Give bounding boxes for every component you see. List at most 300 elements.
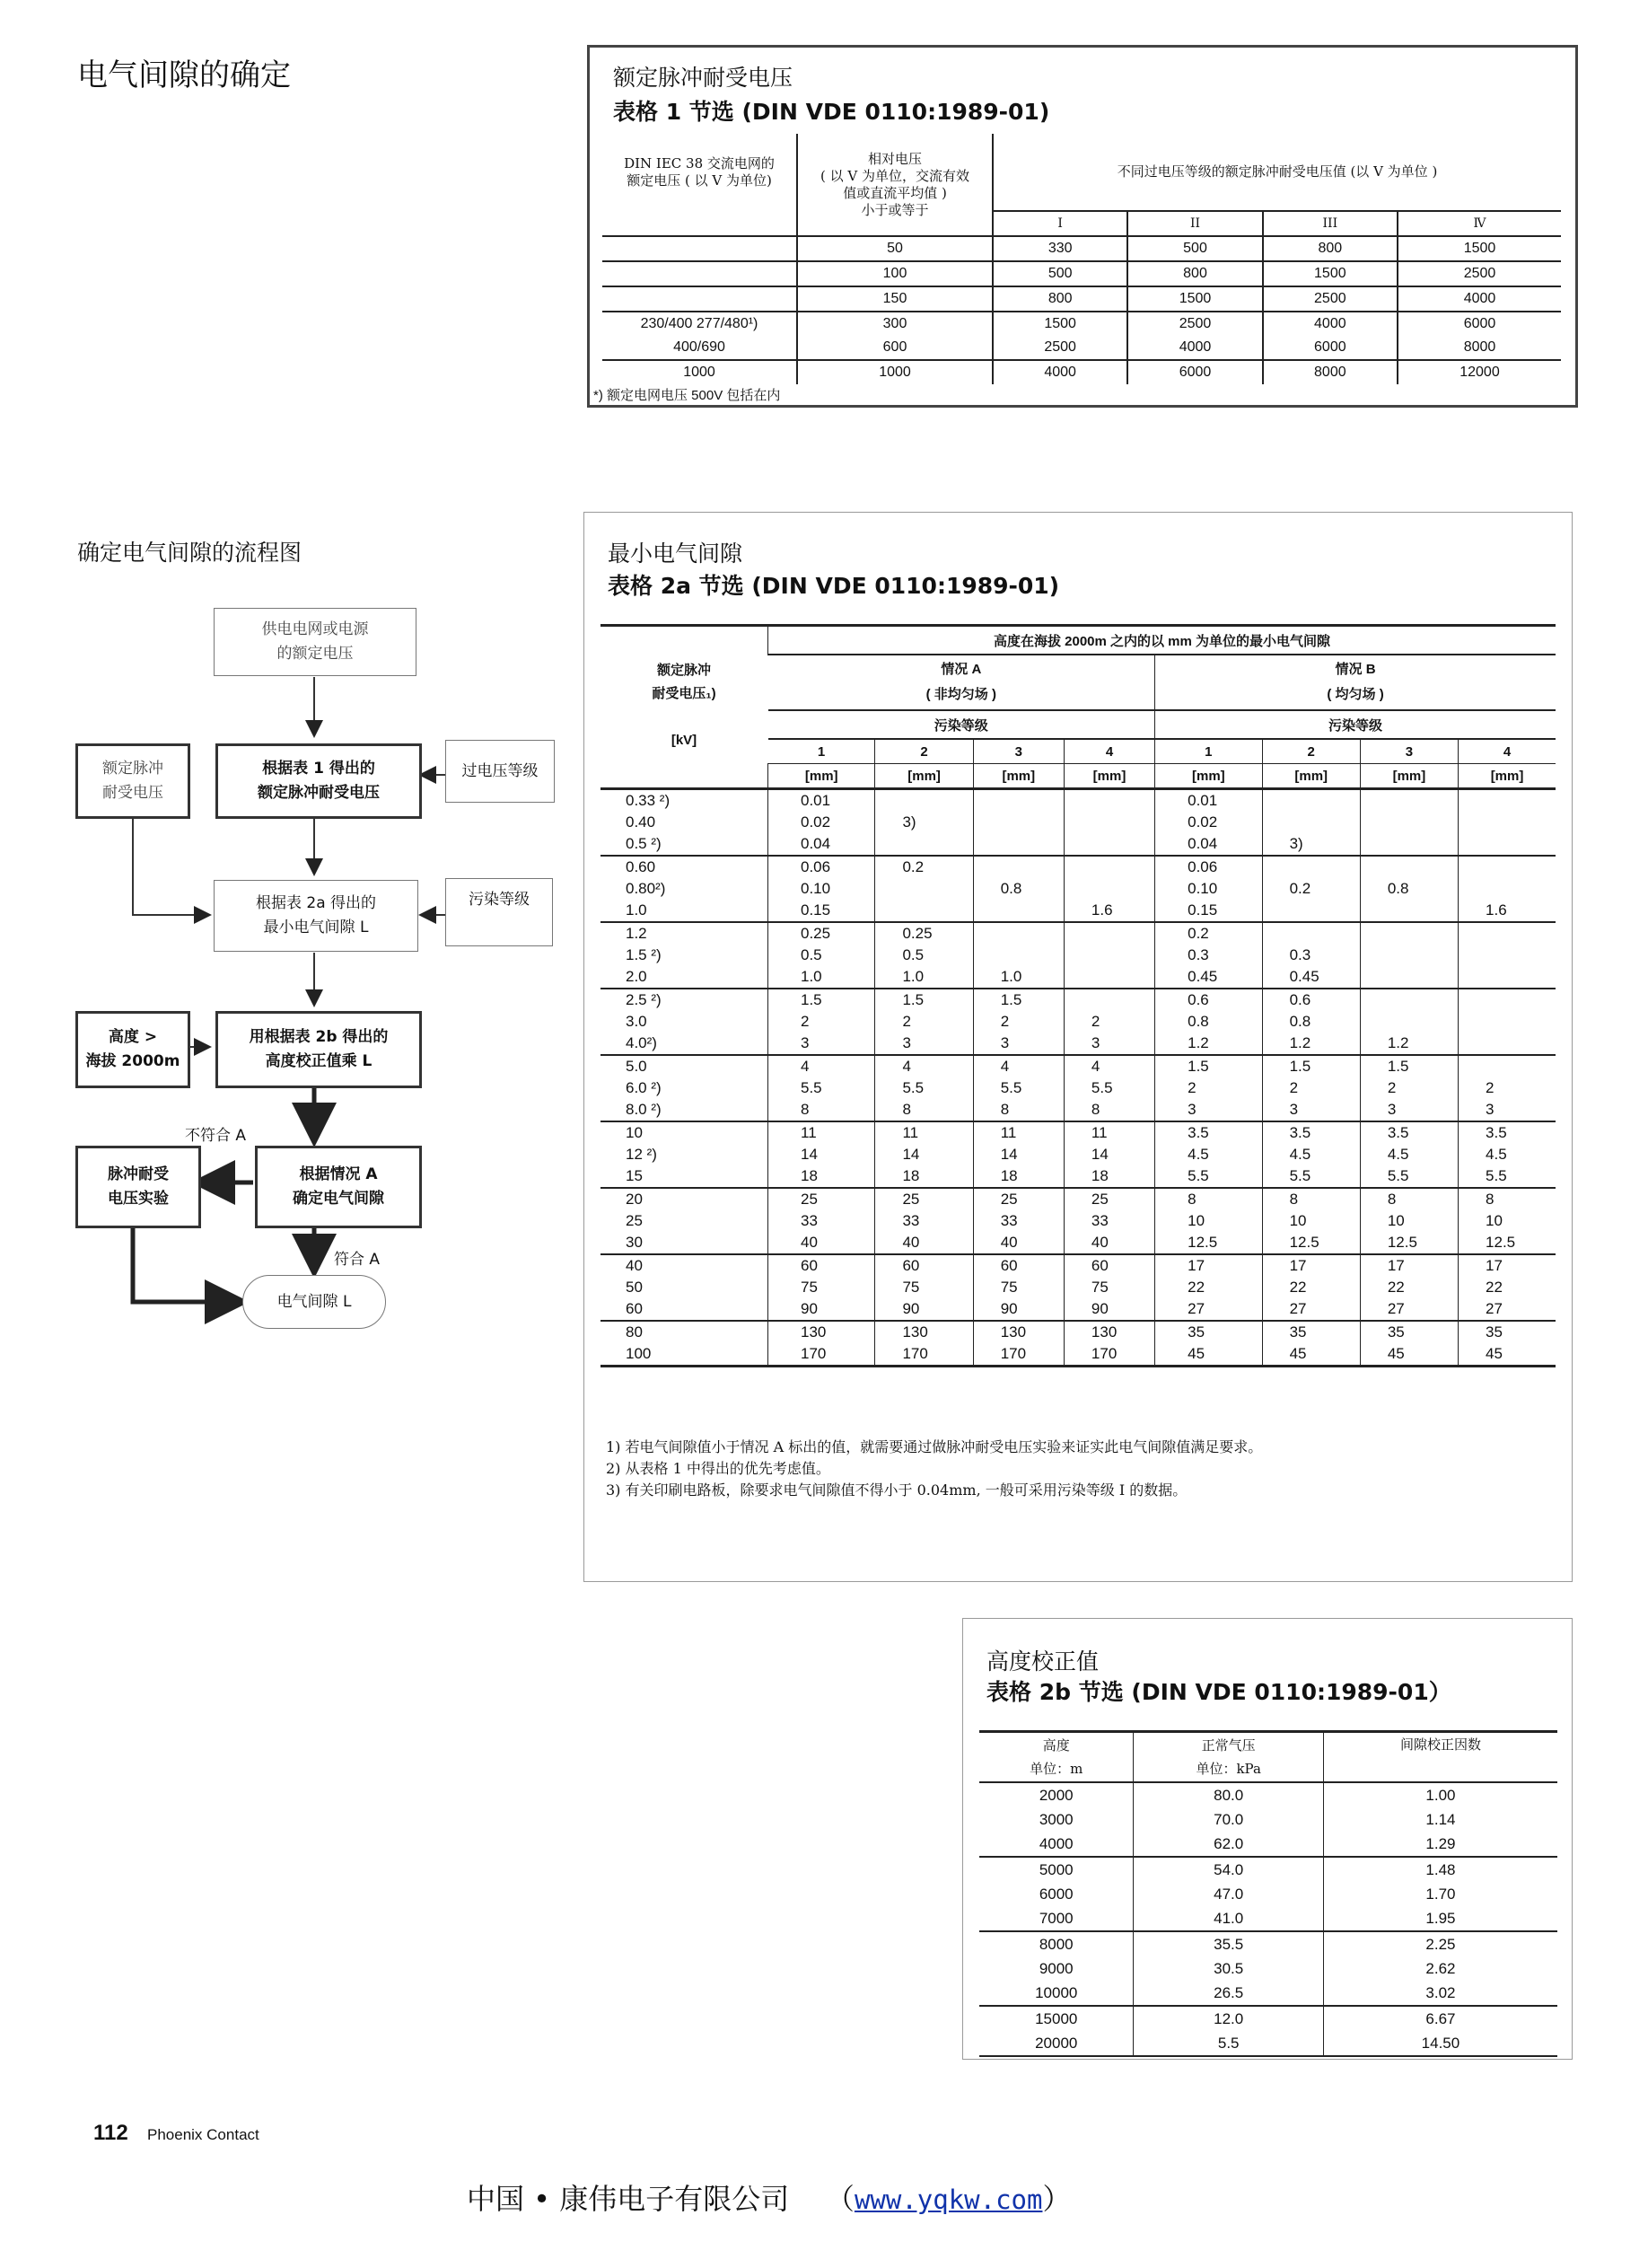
table2a-cell: 12.5 <box>1459 1232 1556 1254</box>
table2a-cell: 0.8 <box>1155 1011 1262 1033</box>
table2a-cell: 45 <box>1155 1343 1262 1367</box>
table2a-cell: 3 <box>1064 1033 1154 1055</box>
table2a-cell <box>1360 945 1458 966</box>
table2a-note-2: 2) 从表格 1 中得出的优先考虑值。 <box>606 1460 830 1477</box>
table2a-cell: 27 <box>1262 1298 1360 1321</box>
table2a-cell: 1.5 <box>768 989 875 1011</box>
table2a-row <box>600 1321 1556 1343</box>
table2a-row <box>600 1277 1556 1298</box>
table2a-cell: 2 <box>768 1011 875 1033</box>
flow-pollution-box: 污染等级 <box>445 878 553 946</box>
table2a-row <box>600 1144 1556 1165</box>
table2a-cell: 2.0 <box>626 968 647 985</box>
table2a-level: 1 <box>817 743 826 760</box>
table2a-cell: 40 <box>768 1232 875 1254</box>
table1-cell: 1000 <box>602 360 797 384</box>
table2a-cell: 30 <box>626 1234 643 1251</box>
table2a-cell: 40 <box>973 1232 1064 1254</box>
table2b-cell: 80.0 <box>1134 1782 1323 1807</box>
table2a-cell: 40 <box>875 1232 973 1254</box>
table2b-cell: 62.0 <box>1134 1832 1323 1857</box>
table2a-cell: 33 <box>973 1210 1064 1232</box>
url-open-paren: （ <box>798 2182 855 2216</box>
table2a-case-a: 情况 A ( 非均匀场 ) <box>925 662 996 702</box>
table2a-cell: 0.40 <box>626 813 656 831</box>
table2a-cell: 3 <box>1459 1099 1556 1121</box>
table2b-cell: 41.0 <box>1134 1906 1323 1931</box>
table2b-subtitle: 表格 2b 节选 (DIN VDE 0110:1989-01） <box>986 1679 1451 1705</box>
table2a-cell: 35 <box>1459 1321 1556 1343</box>
table2a-cell: 14 <box>768 1144 875 1165</box>
table2a-cell: 33 <box>1064 1210 1154 1232</box>
brand-label: Phoenix Contact <box>147 2126 259 2143</box>
table2a-cell: 170 <box>768 1343 875 1367</box>
table2a-cell: 0.5 <box>768 945 875 966</box>
table2b-row <box>979 1906 1557 1931</box>
table2b-cell: 14.50 <box>1323 2031 1557 2056</box>
table2a-cell: 1.2 <box>1360 1033 1458 1055</box>
table2a-cell: 0.04 <box>1155 833 1262 856</box>
table2a-row <box>600 1165 1556 1188</box>
table2a-cell: 60 <box>973 1254 1064 1277</box>
table2a-cell: 5.5 <box>1360 1165 1458 1188</box>
table2a-cell <box>875 789 973 813</box>
table2b-cell: 20000 <box>979 2031 1134 2056</box>
table2b-row <box>979 1832 1557 1857</box>
table2a-row <box>600 945 1556 966</box>
table1-row <box>602 336 1561 360</box>
table2a-cell: 25 <box>768 1188 875 1210</box>
table2a-cell: 1.5 <box>875 989 973 1011</box>
table2a-cell: 75 <box>768 1277 875 1298</box>
table2a-cell: 12.5 <box>1360 1232 1458 1254</box>
table2b-cell: 47.0 <box>1134 1882 1323 1906</box>
table2a-cell <box>1064 856 1154 878</box>
table2a-cell: 25 <box>626 1212 643 1229</box>
table2a-cell: 20 <box>600 1188 768 1210</box>
table2a-cell: 60 <box>626 1300 643 1317</box>
table2a-cell <box>1360 833 1458 856</box>
table2a-note-1: 1) 若电气间隙值小于情况 A 标出的值，就需要通过做脉冲耐受电压实验来证实此电气间隙值满足要求。 <box>606 1438 1263 1455</box>
table2a-cell: 0.2 <box>875 856 973 878</box>
table2a-row <box>600 1254 1556 1277</box>
table2a-cell: 10 <box>1459 1210 1556 1232</box>
flow-rated-voltage-box: 额定脉冲 耐受电压 <box>75 743 190 819</box>
table2b-cell: 8000 <box>979 1931 1134 1956</box>
table2a-cell: 27 <box>1459 1298 1556 1321</box>
table2a-cell: 17 <box>1459 1254 1556 1277</box>
table2a-cell: 3 <box>875 1033 973 1055</box>
table2b-cell: 2000 <box>1039 1786 1074 1804</box>
table2b-cell: 26.5 <box>1134 1981 1323 2006</box>
table1-cell: 600 <box>797 336 993 360</box>
table1-row <box>602 360 1561 384</box>
table2a-cell: 2 <box>1155 1077 1262 1099</box>
table2a-cell: 0.45 <box>1262 966 1360 989</box>
table2a-cell: 15 <box>626 1167 643 1184</box>
table2a-cell: 0.60 <box>600 856 768 878</box>
table2a-cell: 45 <box>1262 1343 1360 1367</box>
table1-cell: 150 <box>797 286 993 312</box>
table2b-panel <box>962 1618 1573 2060</box>
table2a-cell: 130 <box>768 1321 875 1343</box>
table2a-cell: 0.15 <box>1155 900 1262 922</box>
table1-row <box>602 312 1561 336</box>
table2a-cell: 0.8 <box>1360 878 1458 900</box>
table2a-cell: 75 <box>1064 1277 1154 1298</box>
table2a-cell <box>1459 1033 1556 1055</box>
table1-cell: 500 <box>993 261 1127 286</box>
table2a-level: 4 <box>1064 739 1154 764</box>
table2b-header-pressure: 正常气压 单位：kPa <box>1134 1732 1323 1783</box>
table2a-cell <box>1459 1055 1556 1077</box>
table1-cell: 800 <box>993 286 1127 312</box>
table2a-cell <box>1064 922 1154 945</box>
table1-cell: 230/400 277/480¹) <box>602 312 797 336</box>
flow-test-box: 脉冲耐受 电压实验 <box>75 1146 201 1228</box>
table2a-cell <box>1459 856 1556 878</box>
table2a-title: 最小电气间隙 <box>608 541 743 567</box>
table1-level: III <box>1263 211 1398 236</box>
table2b-row <box>979 1931 1557 1956</box>
table2a-cell: 0.01 <box>768 789 875 813</box>
table2a-cell: 1.6 <box>1459 900 1556 922</box>
table1-cell: 2500 <box>1263 286 1398 312</box>
table1-level: II <box>1127 211 1262 236</box>
table2a-cell: 22 <box>1459 1277 1556 1298</box>
table2a-cell: 8 <box>1064 1099 1154 1121</box>
page-number: 112 <box>93 2121 128 2145</box>
table2a-cell <box>1459 945 1556 966</box>
table2b-cell: 2.25 <box>1323 1931 1557 1956</box>
table2a-cell <box>1360 789 1458 813</box>
table2a-cell: 130 <box>875 1321 973 1343</box>
table1-cell: 1500 <box>1127 286 1262 312</box>
table2a-row <box>600 789 1556 813</box>
table2a-cell: 2 <box>1064 1011 1154 1033</box>
table2a-cell: 22 <box>1262 1277 1360 1298</box>
table2a-cell <box>1064 833 1154 856</box>
table1-cell <box>602 261 797 286</box>
table2a-cell: 8 <box>1459 1188 1556 1210</box>
table2a-cell: 3) <box>1262 833 1360 856</box>
table2a-level: 2 <box>1262 739 1360 764</box>
table2a-unit: [mm] <box>875 764 973 789</box>
table2a-cell: 4 <box>1064 1055 1154 1077</box>
table2a-cell: 18 <box>875 1165 973 1188</box>
table1-cell: 800 <box>1263 236 1398 261</box>
table1-cell: 8000 <box>1398 336 1561 360</box>
table2a-cell <box>1064 989 1154 1011</box>
table2a-cell: 0.25 <box>875 922 973 945</box>
table2a-cell: 75 <box>973 1277 1064 1298</box>
table2a-cell: 17 <box>1155 1254 1262 1277</box>
table2a-cell: 3 <box>973 1033 1064 1055</box>
flow-altitude-box: 高度 > 海拔 2000m <box>75 1011 190 1088</box>
table2a-cell: 25 <box>1064 1188 1154 1210</box>
table2a-cell: 40 <box>600 1254 768 1277</box>
table1-row <box>602 236 1561 261</box>
table2a-cell: 2 <box>1262 1077 1360 1099</box>
table2a-cell: 1.5 <box>1155 1055 1262 1077</box>
table2a-unit: [mm] <box>1064 764 1154 789</box>
table2a-cell: 0.10 <box>768 878 875 900</box>
table2a-cell: 8 <box>875 1099 973 1121</box>
table2a-cell <box>1360 900 1458 922</box>
table2b-row <box>979 1807 1557 1832</box>
table2a-cell: 1.5 ²) <box>626 946 662 963</box>
table2a-cell: 18 <box>768 1165 875 1188</box>
table2a-cell: 5.5 <box>768 1077 875 1099</box>
table2a-row <box>600 989 1556 1011</box>
table2a-level: 3 <box>1360 739 1458 764</box>
table2a-row <box>600 1298 1556 1321</box>
table2a-cell: 80 <box>600 1321 768 1343</box>
table2a-cell: 0.06 <box>1155 856 1262 878</box>
table2a-unit: [mm] <box>1262 764 1360 789</box>
table2a-cell <box>1064 966 1154 989</box>
table1-cell <box>602 236 797 261</box>
table2b-cell: 15000 <box>979 2006 1134 2031</box>
table2a-cell: 90 <box>875 1298 973 1321</box>
table2b-row <box>979 1956 1557 1981</box>
table2a-cell: 0.15 <box>768 900 875 922</box>
table2b <box>979 1730 1557 2057</box>
table2a-cell: 2.5 ²) <box>600 989 768 1011</box>
company-url-link[interactable]: www.yqkw.com <box>854 2184 1043 2215</box>
table2b-cell: 30.5 <box>1134 1956 1323 1981</box>
table2a-note-3: 3) 有关印刷电路板，除要求电气间隙值不得小于 0.04mm, 一般可采用污染等级 I 的数据。 <box>606 1481 1188 1499</box>
table1-cell: 1500 <box>1398 236 1561 261</box>
table2a-cell: 0.8 <box>973 878 1064 900</box>
table2b-cell: 1.48 <box>1323 1857 1557 1882</box>
table1-cell <box>602 286 797 312</box>
table2a-row <box>600 1033 1556 1055</box>
table2a-cell: 18 <box>973 1165 1064 1188</box>
table2a-cell: 2 <box>875 1011 973 1033</box>
table2a-cell: 4 <box>768 1055 875 1077</box>
table2a-cell: 3.5 <box>1262 1121 1360 1144</box>
table2a-cell: 8 <box>1262 1188 1360 1210</box>
table2a-cell: 100 <box>600 1343 768 1367</box>
table1-col1-header: DIN IEC 38 交流电网的 额定电压 ( 以 V 为单位) <box>602 134 797 211</box>
table2a-row <box>600 1099 1556 1121</box>
table2a-cell <box>1360 812 1458 833</box>
table2a-cell: 10 <box>1360 1210 1458 1232</box>
table1-cell: 12000 <box>1398 360 1561 384</box>
flow-table1-box: 根据表 1 得出的 额定脉冲耐受电压 <box>215 743 422 819</box>
table2a-cell: 4.5 <box>1262 1144 1360 1165</box>
table2b-cell: 3000 <box>1039 1810 1074 1828</box>
table2a-cell <box>1459 989 1556 1011</box>
table2a-cell: 130 <box>973 1321 1064 1343</box>
table2a-row <box>600 922 1556 945</box>
table2a-cell <box>1262 922 1360 945</box>
table2a-cell: 14 <box>1064 1144 1154 1165</box>
table2b-header-altitude: 高度 单位：m <box>979 1732 1134 1783</box>
table2a-panel <box>583 512 1573 1582</box>
table2a-unit: [mm] <box>768 764 875 789</box>
table2a-cell: 50 <box>626 1279 643 1296</box>
table2a-cell: 1.2 <box>600 922 768 945</box>
table2a-cell: 0.02 <box>1155 812 1262 833</box>
table2a-cell <box>973 812 1064 833</box>
table2a-cell: 33 <box>768 1210 875 1232</box>
table2a-cell: 22 <box>1155 1277 1262 1298</box>
table2a-cell <box>875 900 973 922</box>
table2a-cell <box>1459 922 1556 945</box>
table1-cell: 6000 <box>1127 360 1262 384</box>
table2a <box>600 624 1556 1367</box>
table2a-cell: 4.5 <box>1155 1144 1262 1165</box>
table1-level: I <box>993 211 1127 236</box>
table2a-cell <box>1360 922 1458 945</box>
table2a-cell: 25 <box>875 1188 973 1210</box>
table2a-cell: 8 <box>768 1099 875 1121</box>
table2a-cell: 3 <box>1360 1099 1458 1121</box>
table2b-header-factor: 间隙校正因数 <box>1323 1732 1557 1783</box>
table2a-row <box>600 1343 1556 1367</box>
table2a-cell: 45 <box>1459 1343 1556 1367</box>
table2b-cell: 1.70 <box>1323 1882 1557 1906</box>
table2a-cell <box>1262 789 1360 813</box>
table2a-cell: 1.0 <box>973 966 1064 989</box>
url-close-paren: ） <box>1042 2182 1072 2216</box>
table1-col2-header: 相对电压 ( 以 V 为单位，交流有效 值或直流平均值 ) 小于或等于 <box>797 134 993 236</box>
table2a-cell: 8.0 ²) <box>626 1101 662 1118</box>
table2a-cell <box>1360 989 1458 1011</box>
table2b-row <box>979 1857 1557 1882</box>
table2a-cell <box>1262 812 1360 833</box>
table2a-cell <box>1064 789 1154 813</box>
flow-meet-label: 符合 A <box>334 1251 381 1269</box>
table1-cell: 1500 <box>1263 261 1398 286</box>
table2a-row <box>600 856 1556 878</box>
table2a-cell <box>1262 856 1360 878</box>
table1-cell: 8000 <box>1263 360 1398 384</box>
table2a-pollution-b: 污染等级 <box>1155 710 1556 739</box>
table2a-cell <box>1459 1011 1556 1033</box>
table2a-cell: 3) <box>875 812 973 833</box>
table2a-cell: 0.25 <box>768 922 875 945</box>
table1-cell: 500 <box>1127 236 1262 261</box>
table2a-cell: 5.5 <box>1155 1165 1262 1188</box>
table2a-cell: 5.0 <box>600 1055 768 1077</box>
table2b-cell: 1.00 <box>1323 1782 1557 1807</box>
table2a-row <box>600 1055 1556 1077</box>
table2b-cell: 35.5 <box>1134 1931 1323 1956</box>
table2a-cell: 1.2 <box>1262 1033 1360 1055</box>
flow-case-a-box: 根据情况 A 确定电气间隙 <box>255 1146 422 1228</box>
table2a-cell <box>1262 900 1360 922</box>
table2b-cell: 5000 <box>979 1857 1134 1882</box>
table2a-cell: 0.33 ²) <box>626 792 671 809</box>
flow-not-meet-label: 不符合 A <box>185 1127 247 1145</box>
table2b-cell: 10000 <box>1035 1983 1078 2001</box>
table2a-level: 4 <box>1459 739 1556 764</box>
table2a-row <box>600 1188 1556 1210</box>
table2a-cell: 2 <box>1459 1077 1556 1099</box>
table1-cell: 4000 <box>993 360 1127 384</box>
table2a-cell <box>1360 856 1458 878</box>
table2b-cell: 5.5 <box>1134 2031 1323 2056</box>
table2a-cell <box>1360 1011 1458 1033</box>
table2a-cell: 4.5 <box>1360 1144 1458 1165</box>
table1-cell: 100 <box>797 261 993 286</box>
table2a-cell: 130 <box>1064 1321 1154 1343</box>
table2a-cell: 1.5 <box>1360 1055 1458 1077</box>
table2a-cell: 10 <box>1262 1210 1360 1232</box>
table2b-cell: 7000 <box>1039 1909 1074 1927</box>
table2a-cell: 11 <box>768 1121 875 1144</box>
table1-cell: 6000 <box>1263 336 1398 360</box>
flow-supply-box: 供电电网或电源 的额定电压 <box>214 608 416 676</box>
table2a-cell <box>973 945 1064 966</box>
table2a-cell: 12 ²) <box>626 1146 657 1163</box>
table2a-cell: 4.5 <box>1459 1144 1556 1165</box>
table2a-top-header: 高度在海拔 2000m 之内的以 mm 为单位的最小电气间隙 <box>768 626 1556 655</box>
table2a-cell: 1.6 <box>1064 900 1154 922</box>
table2b-row <box>979 2031 1557 2056</box>
table2a-cell: 35 <box>1155 1321 1262 1343</box>
table2a-cell: 3 <box>1262 1099 1360 1121</box>
flow-overvoltage-box: 过电压等级 <box>445 740 555 803</box>
table1-cell: 4000 <box>1398 286 1561 312</box>
table2a-subtitle: 表格 2a 节选 (DIN VDE 0110:1989-01) <box>608 573 1060 599</box>
table2a-cell <box>1459 966 1556 989</box>
table2a-cell: 35 <box>1360 1321 1458 1343</box>
table2a-cell: 60 <box>875 1254 973 1277</box>
table1-cell: 50 <box>797 236 993 261</box>
table2b-row <box>979 1981 1557 2006</box>
table2b-cell: 70.0 <box>1134 1807 1323 1832</box>
table2a-cell <box>875 833 973 856</box>
table2a-level: 1 <box>1155 739 1262 764</box>
table2a-cell: 170 <box>973 1343 1064 1367</box>
table2a-cell: 0.6 <box>1155 989 1262 1011</box>
table2a-cell: 3 <box>1155 1099 1262 1121</box>
table2a-row <box>600 1077 1556 1099</box>
table2a-cell: 10 <box>1155 1210 1262 1232</box>
table2a-cell: 1.5 <box>1262 1055 1360 1077</box>
table2a-row <box>600 900 1556 922</box>
table2a-unit: [mm] <box>1155 764 1262 789</box>
table2a-cell: 14 <box>875 1144 973 1165</box>
table2a-cell: 0.2 <box>1155 922 1262 945</box>
table2a-cell: 25 <box>973 1188 1064 1210</box>
table2a-cell <box>1064 945 1154 966</box>
table2a-level: 3 <box>973 739 1064 764</box>
table2b-cell: 2.62 <box>1323 1956 1557 1981</box>
table2a-cell: 11 <box>1064 1121 1154 1144</box>
table2a-cell: 0.80²) <box>626 880 666 897</box>
table2a-cell: 90 <box>1064 1298 1154 1321</box>
table2a-cell: 5.5 <box>973 1077 1064 1099</box>
table2a-cell: 8 <box>1155 1188 1262 1210</box>
table1-level: Ⅳ <box>1398 211 1561 236</box>
flow-table2a-box: 根据表 2a 得出的 最小电气间隙 L <box>214 880 418 952</box>
table2a-row <box>600 1121 1556 1144</box>
flow-result-box: 电气间隙 L <box>242 1275 386 1329</box>
table2a-pollution-a: 污染等级 <box>768 710 1155 739</box>
table2a-cell: 22 <box>1360 1277 1458 1298</box>
company-name: 中国 • 康伟电子有限公司 <box>467 2182 790 2216</box>
table2a-cell <box>1360 966 1458 989</box>
table2a-cell <box>1459 812 1556 833</box>
table2a-cell: 60 <box>768 1254 875 1277</box>
table2a-cell: 60 <box>1064 1254 1154 1277</box>
table2a-cell: 8 <box>973 1099 1064 1121</box>
